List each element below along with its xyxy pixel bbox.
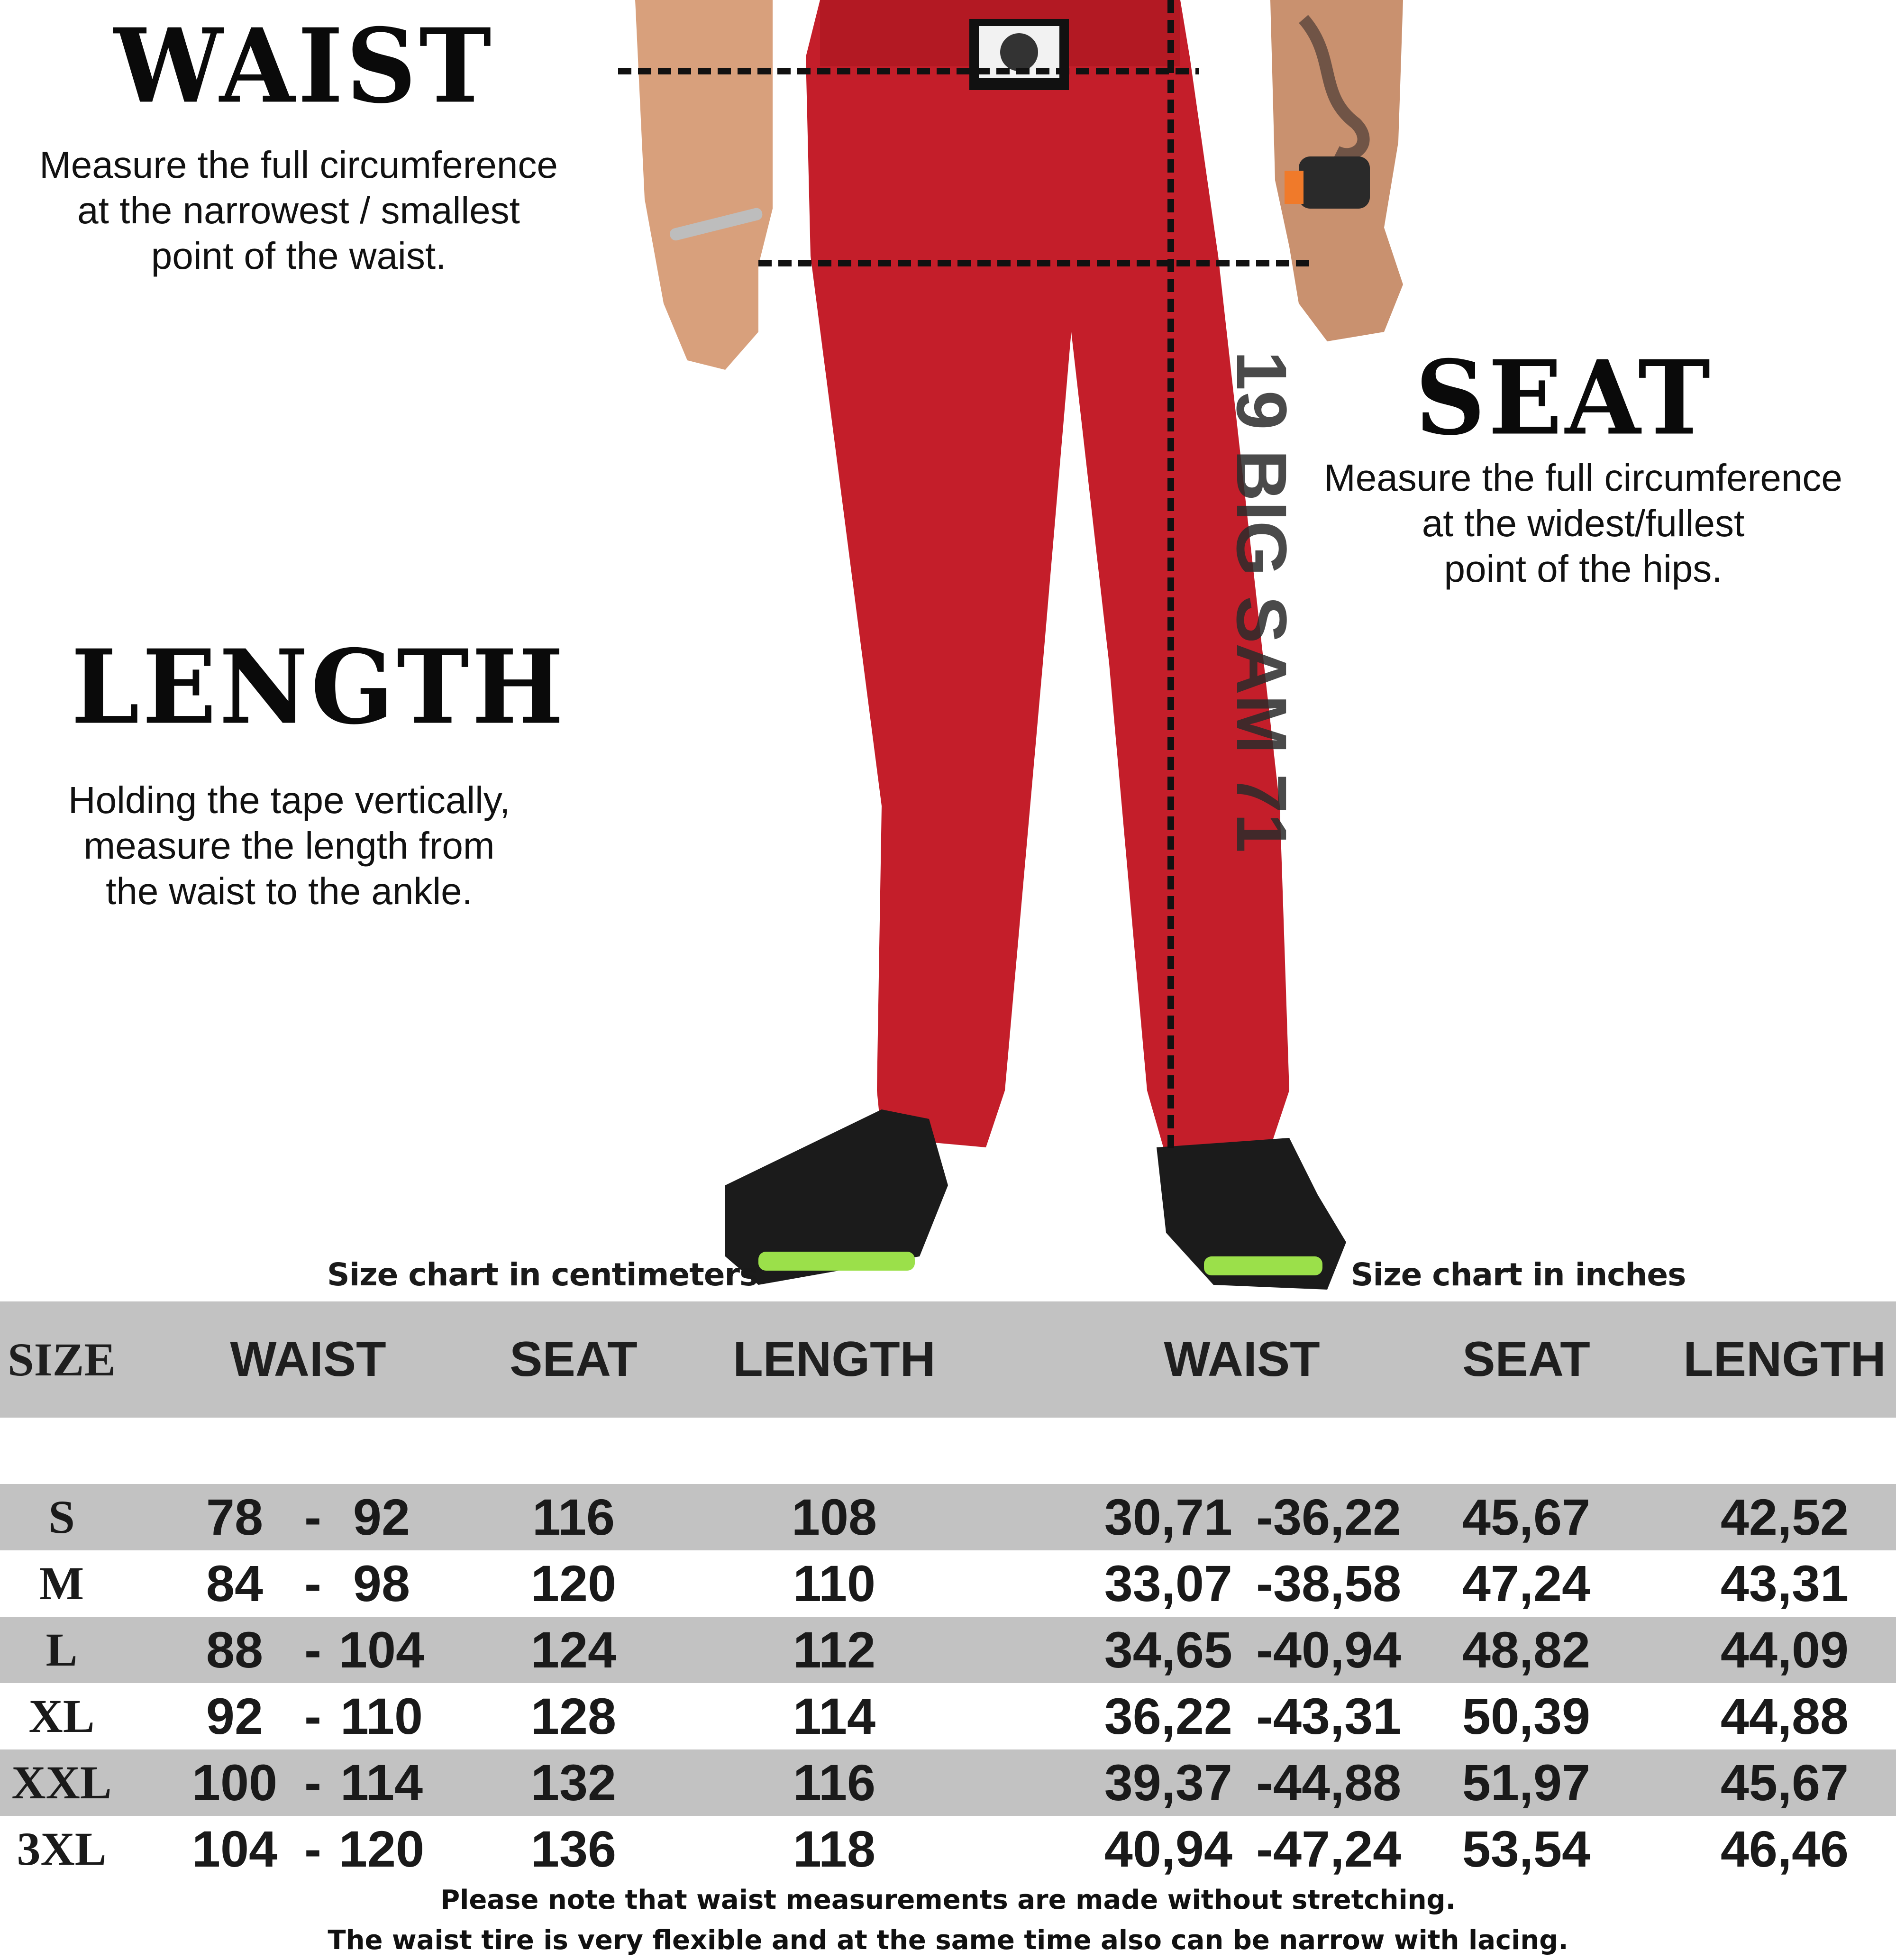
cm-waist-dash: - (304, 1687, 321, 1745)
in-seat: 50,39 (1462, 1687, 1591, 1745)
length-description: Holding the tape vertically, measure the length from the waist to the ankle. (68, 779, 510, 912)
waist-description: Measure the full circumference at the narrowest / smallest point of the waist. (39, 144, 558, 277)
seat-heading: SEAT (1415, 339, 1714, 458)
header-in-waist: WAIST (1164, 1332, 1320, 1387)
cm-seat: 132 (530, 1754, 617, 1811)
in-length: 43,31 (1720, 1555, 1849, 1612)
cm-length: 118 (793, 1820, 876, 1878)
bulldog-logo-icon (1000, 33, 1038, 71)
note-stretching: Please note that waist measurements are made without stretching. (440, 1885, 1456, 1915)
cm-waist-min: 104 (191, 1820, 278, 1878)
cm-waist-min: 100 (191, 1754, 278, 1811)
in-waist-min: 34,65 (1104, 1621, 1232, 1678)
in-waist-max: -38,58 (1256, 1555, 1402, 1612)
cm-waist-max: 104 (338, 1621, 425, 1678)
cm-length: 108 (791, 1488, 877, 1546)
in-length: 46,46 (1720, 1820, 1849, 1878)
cm-waist-max: 120 (338, 1820, 425, 1878)
leg-print-text: 19 BIG SAM 71 (1222, 351, 1302, 853)
row-size: M (39, 1557, 84, 1610)
in-waist-max: -43,31 (1256, 1687, 1402, 1745)
cm-waist-max: 98 (353, 1555, 410, 1612)
right-shoe-sole (1204, 1256, 1322, 1275)
waist-heading: WAIST (114, 7, 494, 127)
table-header (0, 1301, 1896, 1418)
cm-waist-dash: - (304, 1754, 321, 1811)
cm-seat: 136 (530, 1820, 617, 1878)
header-cm-length: LENGTH (733, 1332, 936, 1387)
left-arm (635, 0, 773, 370)
header-cm-seat: SEAT (510, 1332, 638, 1387)
cm-waist-min: 84 (206, 1555, 264, 1612)
cm-length: 110 (793, 1555, 876, 1612)
size-table (0, 1301, 1896, 1880)
in-length: 44,09 (1720, 1621, 1849, 1678)
row-size: L (46, 1623, 78, 1676)
in-waist-max: -36,22 (1256, 1488, 1402, 1546)
in-waist-min: 40,94 (1104, 1820, 1232, 1878)
cm-waist-min: 78 (206, 1488, 264, 1546)
cm-waist-dash: - (304, 1820, 321, 1878)
table-row (0, 1617, 1896, 1683)
in-waist-min: 36,22 (1104, 1687, 1232, 1745)
in-length: 42,52 (1720, 1488, 1849, 1546)
header-cm-waist: WAIST (230, 1332, 386, 1387)
cm-waist-min: 88 (206, 1621, 264, 1678)
cm-waist-max: 110 (340, 1687, 423, 1745)
cm-length: 116 (793, 1754, 876, 1811)
caption-inches: Size chart in inches (1351, 1256, 1686, 1293)
table-row (0, 1484, 1896, 1550)
table-row (0, 1816, 1896, 1882)
cm-waist-dash: - (304, 1621, 321, 1678)
in-seat: 47,24 (1462, 1555, 1591, 1612)
seat-description: Measure the full circumference at the widest/fullest point of the hips. (1324, 457, 1842, 590)
in-waist-min: 30,71 (1104, 1488, 1232, 1546)
cm-seat: 116 (532, 1488, 615, 1546)
cm-seat: 124 (530, 1621, 617, 1678)
cm-seat: 120 (530, 1555, 617, 1612)
length-heading: LENGTH (71, 628, 567, 747)
header-in-length: LENGTH (1683, 1332, 1886, 1387)
row-size: XXL (11, 1756, 112, 1809)
caption-centimeters: Size chart in centimeters (327, 1256, 758, 1293)
row-size: S (48, 1491, 75, 1543)
in-seat: 45,67 (1462, 1488, 1591, 1546)
in-seat: 48,82 (1462, 1621, 1591, 1678)
table-row (0, 1550, 1896, 1617)
left-shoe-sole (758, 1252, 915, 1271)
in-waist-max: -44,88 (1256, 1754, 1402, 1811)
product-photo (616, 0, 1422, 1299)
cm-waist-dash: - (304, 1488, 321, 1546)
in-seat: 53,54 (1462, 1820, 1591, 1878)
in-waist-min: 39,37 (1104, 1754, 1232, 1811)
watch-icon (1299, 156, 1370, 209)
table-row (0, 1683, 1896, 1749)
in-seat: 51,97 (1462, 1754, 1591, 1811)
cm-seat: 128 (530, 1687, 617, 1745)
row-size: XL (28, 1690, 95, 1742)
cm-length: 112 (793, 1621, 876, 1678)
header-in-seat: SEAT (1462, 1332, 1590, 1387)
cm-waist-max: 92 (353, 1488, 410, 1546)
cm-length: 114 (793, 1687, 876, 1745)
in-waist-max: -47,24 (1256, 1820, 1402, 1878)
in-waist-min: 33,07 (1104, 1555, 1232, 1612)
row-size: 3XL (17, 1823, 107, 1875)
pants-shape (806, 0, 1289, 1157)
cm-waist-dash: - (304, 1555, 321, 1612)
cm-waist-max: 114 (340, 1754, 423, 1811)
in-length: 44,88 (1720, 1687, 1849, 1745)
in-length: 45,67 (1720, 1754, 1849, 1811)
cm-waist-min: 92 (206, 1687, 264, 1745)
note-lacing: The waist tire is very flexible and at the same time also can be narrow with lacing. (328, 1925, 1568, 1956)
header-size: SIZE (8, 1333, 116, 1386)
watch-strap (1285, 171, 1304, 204)
in-waist-max: -40,94 (1256, 1621, 1402, 1678)
table-row (0, 1749, 1896, 1816)
